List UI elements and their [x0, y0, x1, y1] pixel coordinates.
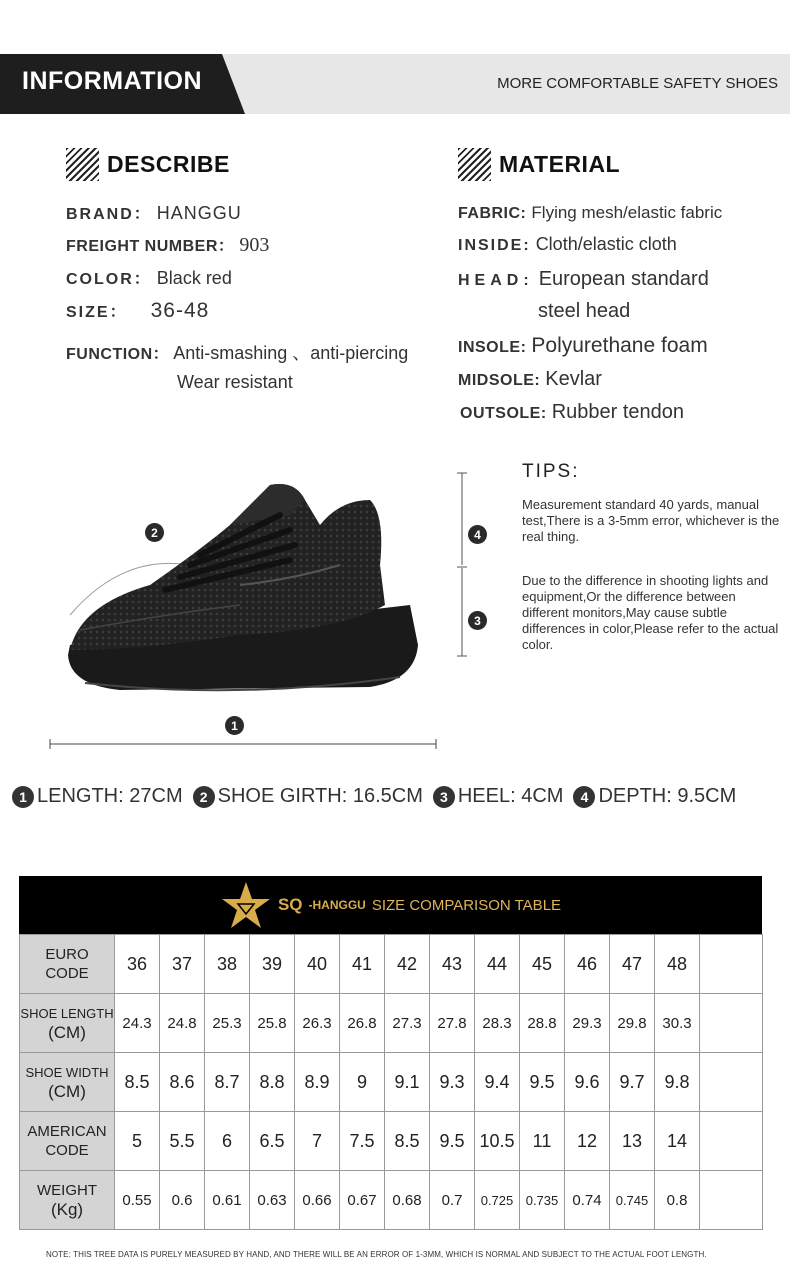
freight-value: 903: [239, 234, 270, 256]
table-cell: 43: [430, 935, 475, 994]
star-logo-icon: [220, 880, 272, 930]
table-row: [20, 1171, 763, 1230]
row-header-line: EURO: [45, 946, 89, 963]
describe-row-size: [66, 299, 209, 323]
measure-label: LENGTH:: [37, 785, 124, 807]
table-cell: 13: [610, 1112, 655, 1171]
marker-4: 4: [468, 525, 487, 544]
table-cell: 0.68: [385, 1171, 430, 1230]
table-cell: 8.5: [385, 1112, 430, 1171]
outsole-label: OUTSOLE:: [460, 405, 547, 422]
table-cell: 0.6: [160, 1171, 205, 1230]
height-measure-lines: [452, 470, 472, 660]
function-label: FUNCTION：: [66, 346, 170, 363]
table-cell: 7.5: [340, 1112, 385, 1171]
tips-text-2: Due to the difference in shooting lights and equipment,Or the difference between different monitors,May cause subtle differences in color,Please refer to the actual color.: [522, 573, 779, 652]
table-cell: 9: [340, 1053, 385, 1112]
fabric-label: FABRIC:: [458, 205, 527, 222]
measure-value: 4CM: [521, 785, 564, 807]
hatch-icon: [66, 148, 99, 181]
color-label: COLOR：: [66, 271, 152, 288]
material-row-fabric: [458, 202, 722, 223]
table-cell: 0.74: [565, 1171, 610, 1230]
table-cell: 6.5: [250, 1112, 295, 1171]
marker-3: 3: [468, 611, 487, 630]
head-value: European standard: [538, 268, 709, 290]
material-row-inside: [458, 234, 677, 255]
size-table: [19, 876, 762, 1230]
table-cell: 48: [655, 935, 700, 994]
table-cell: 7: [295, 1112, 340, 1171]
table-cell: 9.5: [520, 1053, 565, 1112]
table-cell: [700, 1171, 763, 1230]
material-heading: [458, 148, 620, 181]
table-row: [20, 1053, 763, 1112]
table-cell: 5.5: [160, 1112, 205, 1171]
row-header-line: CODE: [45, 965, 89, 982]
table-cell: 0.725: [475, 1171, 520, 1230]
table-cell: 6: [205, 1112, 250, 1171]
size-table-brand-sub: -HANGGU: [308, 898, 366, 912]
table-cell: [700, 1053, 763, 1112]
table-cell: 0.8: [655, 1171, 700, 1230]
table-cell: [700, 994, 763, 1053]
table-cell: [700, 935, 763, 994]
table-cell: 0.735: [520, 1171, 565, 1230]
tips-title: TIPS:: [522, 461, 580, 482]
table-cell: 39: [250, 935, 295, 994]
size-table-header: [19, 876, 762, 934]
table-cell: 0.61: [205, 1171, 250, 1230]
table-cell: 9.3: [430, 1053, 475, 1112]
color-value: Black red: [156, 268, 232, 288]
table-cell: 0.7: [430, 1171, 475, 1230]
shoe-image: [40, 455, 470, 755]
midsole-value: Kevlar: [545, 368, 602, 390]
table-cell: 26.8: [340, 994, 385, 1053]
measure-number-icon: 3: [433, 786, 455, 808]
row-header: [20, 1112, 115, 1171]
header-tagline: MORE COMFORTABLE SAFETY SHOES: [497, 75, 778, 92]
measurements-row: [12, 785, 736, 808]
table-cell: 44: [475, 935, 520, 994]
material-title: MATERIAL: [499, 151, 621, 177]
table-cell: 9.1: [385, 1053, 430, 1112]
material-row-insole: [458, 334, 708, 358]
describe-row-color: [66, 266, 232, 289]
tips-text-1: Measurement standard 40 yards, manual test,There is a 3-5mm error, whichever is the real thing.: [522, 497, 780, 544]
table-cell: 8.6: [160, 1053, 205, 1112]
measure-number-icon: 1: [12, 786, 34, 808]
table-cell: 28.3: [475, 994, 520, 1053]
describe-row-freight: [66, 233, 269, 257]
table-cell: 8.5: [115, 1053, 160, 1112]
size-label: SIZE：: [66, 304, 128, 321]
table-cell: 8.7: [205, 1053, 250, 1112]
table-cell: 42: [385, 935, 430, 994]
table-cell: 38: [205, 935, 250, 994]
table-cell: 0.66: [295, 1171, 340, 1230]
table-row: [20, 1112, 763, 1171]
row-header-line: (CM): [48, 1023, 86, 1042]
table-cell: 9.6: [565, 1053, 610, 1112]
table-cell: 24.8: [160, 994, 205, 1053]
row-header-line: SHOE LENGTH: [20, 1006, 114, 1021]
table-cell: 25.3: [205, 994, 250, 1053]
inside-label: INSIDE:: [458, 237, 531, 254]
brand-value: HANGGU: [156, 203, 242, 223]
table-cell: 26.3: [295, 994, 340, 1053]
size-table-title: SIZE COMPARISON TABLE: [371, 896, 562, 914]
measure-length: [12, 785, 183, 808]
material-row-outsole: [460, 401, 684, 424]
head-value-line2: steel head: [538, 300, 631, 322]
head-label: HEAD:: [458, 272, 534, 289]
outsole-value: Rubber tendon: [551, 401, 685, 423]
row-header-line: (Kg): [50, 1200, 84, 1219]
measure-number-icon: 4: [573, 786, 595, 808]
row-header: [20, 1171, 115, 1230]
brand-label: BRAND：: [66, 206, 152, 223]
row-header-line: WEIGHT: [37, 1182, 97, 1199]
midsole-label: MIDSOLE:: [458, 372, 541, 389]
table-cell: 9.7: [610, 1053, 655, 1112]
measure-value: 27CM: [129, 785, 183, 807]
table-cell: 46: [565, 935, 610, 994]
freight-label: FREIGHT NUMBER：: [66, 238, 235, 255]
measure-depth: [573, 785, 736, 808]
table-cell: 0.55: [115, 1171, 160, 1230]
material-row-midsole: [458, 368, 602, 391]
measure-value: 9.5CM: [677, 785, 737, 807]
table-cell: 8.9: [295, 1053, 340, 1112]
marker-2: 2: [145, 523, 164, 542]
table-cell: 10.5: [475, 1112, 520, 1171]
table-cell: 37: [160, 935, 205, 994]
row-header: [20, 1053, 115, 1112]
table-cell: 45: [520, 935, 565, 994]
table-cell: 0.63: [250, 1171, 295, 1230]
table-row: [20, 994, 763, 1053]
function-value: Anti-smashing 、anti-piercing: [173, 343, 409, 363]
table-cell: 25.8: [250, 994, 295, 1053]
describe-heading: [66, 148, 230, 181]
insole-value: Polyurethane foam: [531, 334, 708, 357]
table-cell: 5: [115, 1112, 160, 1171]
inside-value: Cloth/elastic cloth: [535, 234, 677, 254]
table-cell: 0.67: [340, 1171, 385, 1230]
size-table-grid: [19, 934, 763, 1230]
function-value-line2: Wear resistant: [177, 372, 293, 392]
table-cell: 40: [295, 935, 340, 994]
table-cell: 11: [520, 1112, 565, 1171]
measure-number-icon: 2: [193, 786, 215, 808]
measure-label: DEPTH:: [598, 785, 672, 807]
table-cell: 14: [655, 1112, 700, 1171]
table-cell: 9.5: [430, 1112, 475, 1171]
table-cell: 27.8: [430, 994, 475, 1053]
table-cell: 30.3: [655, 994, 700, 1053]
insole-label: INSOLE:: [458, 339, 527, 356]
measure-label: HEEL:: [457, 785, 516, 807]
measure-value: 16.5CM: [352, 785, 423, 807]
table-cell: 36: [115, 935, 160, 994]
table-cell: 9.8: [655, 1053, 700, 1112]
row-header: [20, 994, 115, 1053]
table-cell: 12: [565, 1112, 610, 1171]
table-cell: 8.8: [250, 1053, 295, 1112]
header-title: INFORMATION: [22, 67, 203, 95]
row-header-line: AMERICAN: [27, 1123, 107, 1140]
describe-row-brand: [66, 201, 242, 224]
table-cell: 29.3: [565, 994, 610, 1053]
row-header-line: (CM): [48, 1082, 86, 1101]
measure-label: SHOE GIRTH:: [217, 785, 348, 807]
hatch-icon: [458, 148, 491, 181]
describe-title: DESCRIBE: [107, 151, 230, 177]
table-cell: 0.745: [610, 1171, 655, 1230]
row-header-line: CODE: [45, 1142, 89, 1159]
row-header-line: SHOE WIDTH: [25, 1065, 109, 1080]
size-value: 36-48: [150, 299, 210, 322]
marker-1: 1: [225, 716, 244, 735]
size-table-note: NOTE: THIS TREE DATA IS PURELY MEASURED BY HAND, AND THERE WILL BE AN ERROR OF 1-3MM, WHICH IS NORMAL AND SUBJECT TO THE ACTUAL FOOT LENGTH.: [46, 1250, 707, 1259]
measure-heel: [433, 785, 564, 808]
table-cell: 41: [340, 935, 385, 994]
table-cell: 9.4: [475, 1053, 520, 1112]
measure-girth: [193, 785, 423, 808]
material-row-head: [458, 268, 709, 291]
table-cell: 24.3: [115, 994, 160, 1053]
describe-row-function: [66, 339, 408, 365]
table-cell: [700, 1112, 763, 1171]
fabric-value: Flying mesh/elastic fabric: [531, 203, 723, 222]
row-header: [20, 935, 115, 994]
table-cell: 27.3: [385, 994, 430, 1053]
table-cell: 29.8: [610, 994, 655, 1053]
size-table-brand: SQ: [277, 895, 303, 914]
table-row: [20, 935, 763, 994]
table-cell: 47: [610, 935, 655, 994]
table-cell: 28.8: [520, 994, 565, 1053]
